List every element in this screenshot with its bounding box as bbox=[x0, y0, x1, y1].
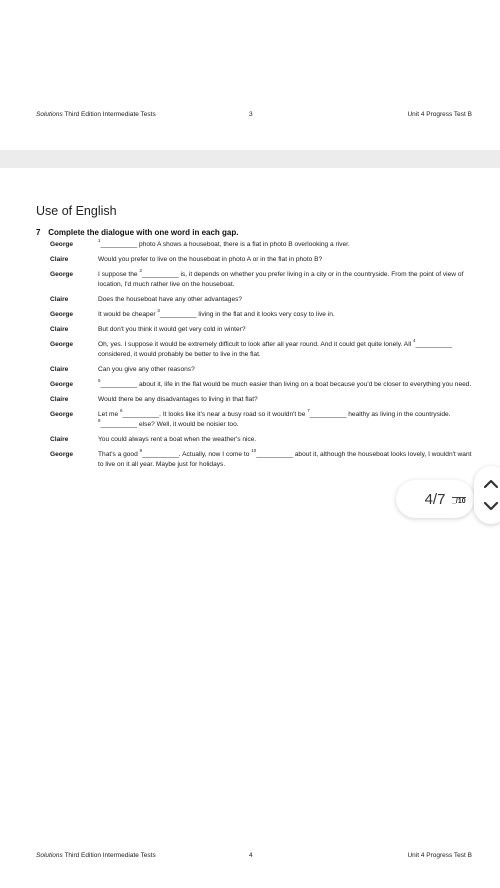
page-footer bbox=[36, 111, 472, 118]
previous-page bbox=[0, 0, 500, 150]
gap-number: 2 bbox=[139, 268, 142, 273]
speech-text bbox=[98, 435, 475, 445]
speech-fragment: Would you prefer to live on the houseboat in photo A or in the flat in photo B? bbox=[98, 256, 323, 263]
speech-fragment: Would there be any disadvantages to living in that flat? bbox=[98, 396, 258, 403]
speech-fragment: __________ is, it depends on whether you prefer living in a city or in the countryside. From the point of view of location, I'd much rather live on the houseboat. bbox=[98, 271, 464, 288]
gap-number: 5 bbox=[98, 378, 101, 383]
page-indicator: 4/7 bbox=[396, 480, 474, 518]
dialogue-line bbox=[50, 270, 475, 290]
speaker-name: Claire bbox=[50, 396, 69, 403]
section-title: Use of English bbox=[36, 204, 117, 218]
speech-fragment: Can you give any other reasons? bbox=[98, 366, 195, 373]
speech-text bbox=[98, 310, 475, 320]
speaker-name: Claire bbox=[50, 296, 69, 303]
speech-text bbox=[98, 240, 475, 250]
speech-fragment: It would be cheaper bbox=[98, 311, 158, 318]
gap-number: 8 bbox=[98, 418, 101, 423]
dialogue-line bbox=[50, 435, 475, 445]
dialogue-line bbox=[50, 340, 475, 360]
speaker-name: Claire bbox=[50, 366, 69, 373]
task-instruction: Complete the dialogue with one word in each gap. bbox=[48, 228, 239, 237]
dialogue-line bbox=[50, 395, 475, 405]
dialogue-line bbox=[50, 325, 475, 335]
speech-text bbox=[98, 270, 475, 290]
speech-fragment: Let me bbox=[98, 411, 120, 418]
speech-fragment: __________ else? Well, it would be noisier too. bbox=[100, 421, 239, 428]
gap-number: 3 bbox=[157, 308, 160, 313]
speaker-name: George bbox=[50, 241, 74, 248]
speaker-name: George bbox=[50, 451, 74, 458]
footer-book-title: Solutions Third Edition Intermediate Tests bbox=[36, 111, 156, 118]
gap-number: 7 bbox=[307, 408, 310, 413]
speech-fragment: But don't you think it would get very cold in winter? bbox=[98, 326, 246, 333]
speech-text bbox=[98, 340, 475, 360]
speaker-name: George bbox=[50, 381, 74, 388]
footer-test-name: Unit 4 Progress Test B bbox=[407, 852, 472, 859]
speech-text bbox=[98, 255, 475, 265]
speech-fragment: __________. Actually, now I come to bbox=[142, 451, 252, 458]
speaker-name: George bbox=[50, 411, 74, 418]
speech-fragment: Oh, yes. I suppose it would be extremely difficult to look after all year round. And it could get quite lonely. All bbox=[98, 341, 413, 348]
footer-page-number: 3 bbox=[249, 111, 253, 118]
dialogue-line bbox=[50, 255, 475, 265]
dialogue-line bbox=[50, 450, 475, 470]
speech-text bbox=[98, 325, 475, 335]
chevron-down-icon[interactable] bbox=[483, 501, 499, 511]
page-footer bbox=[36, 852, 472, 859]
dialogue-line bbox=[50, 295, 475, 305]
speech-text bbox=[98, 295, 475, 305]
speech-fragment: __________ about it, although the houseboat looks lovely, I wouldn't want to live on it all year. Maybe just for holidays. bbox=[98, 451, 472, 468]
speech-text bbox=[98, 365, 475, 375]
gap-number: 1 bbox=[98, 238, 101, 243]
speech-text bbox=[98, 380, 475, 390]
task-number: 7 bbox=[36, 228, 41, 237]
dialogue bbox=[50, 240, 475, 475]
speech-fragment: You could always rent a boat when the weather's nice. bbox=[98, 436, 257, 443]
speaker-name: Claire bbox=[50, 256, 69, 263]
dialogue-line bbox=[50, 310, 475, 320]
dialogue-line bbox=[50, 240, 475, 250]
speech-fragment: Does the houseboat have any other advantages? bbox=[98, 296, 243, 303]
score-box: _/10 bbox=[452, 498, 466, 505]
footer-book-title: Solutions Third Edition Intermediate Tests bbox=[36, 852, 156, 859]
task-heading bbox=[36, 228, 238, 237]
speech-text bbox=[98, 450, 475, 470]
speech-fragment: __________ considered, it would probably be better to live in the flat. bbox=[98, 341, 453, 358]
speaker-name: George bbox=[50, 271, 74, 278]
speaker-name: George bbox=[50, 341, 74, 348]
speaker-name: Claire bbox=[50, 436, 69, 443]
speech-fragment: I suppose the bbox=[98, 271, 140, 278]
speaker-name: George bbox=[50, 311, 74, 318]
dialogue-line bbox=[50, 410, 475, 430]
speech-fragment: __________ photo A shows a houseboat, there is a flat in photo B overlooking a river. bbox=[100, 241, 350, 248]
speaker-name: Claire bbox=[50, 326, 69, 333]
dialogue-line bbox=[50, 365, 475, 375]
gap-number: 4 bbox=[412, 338, 416, 343]
chevron-up-icon[interactable] bbox=[483, 479, 499, 489]
speech-text bbox=[98, 395, 475, 405]
speech-fragment: __________ about it, life in the flat would be much easier than living on a boat because you'd be closer to everything you need. bbox=[100, 381, 472, 388]
speech-fragment: That's a good bbox=[98, 451, 140, 458]
gap-number: 10 bbox=[251, 448, 257, 453]
speech-fragment: __________ healthy as living in the countryside. bbox=[309, 411, 451, 418]
dialogue-line bbox=[50, 380, 475, 390]
gap-number: 6 bbox=[120, 408, 123, 413]
footer-test-name: Unit 4 Progress Test B bbox=[407, 111, 472, 118]
speech-fragment: __________ living in the flat and it looks very cosy to live in. bbox=[159, 311, 335, 318]
gap-number: 9 bbox=[139, 448, 143, 453]
page-scroll-control[interactable] bbox=[474, 466, 500, 524]
speech-text bbox=[98, 410, 475, 430]
footer-page-number: 4 bbox=[249, 852, 253, 859]
speech-fragment: __________. It looks like it's near a busy road so it wouldn't be bbox=[122, 411, 308, 418]
